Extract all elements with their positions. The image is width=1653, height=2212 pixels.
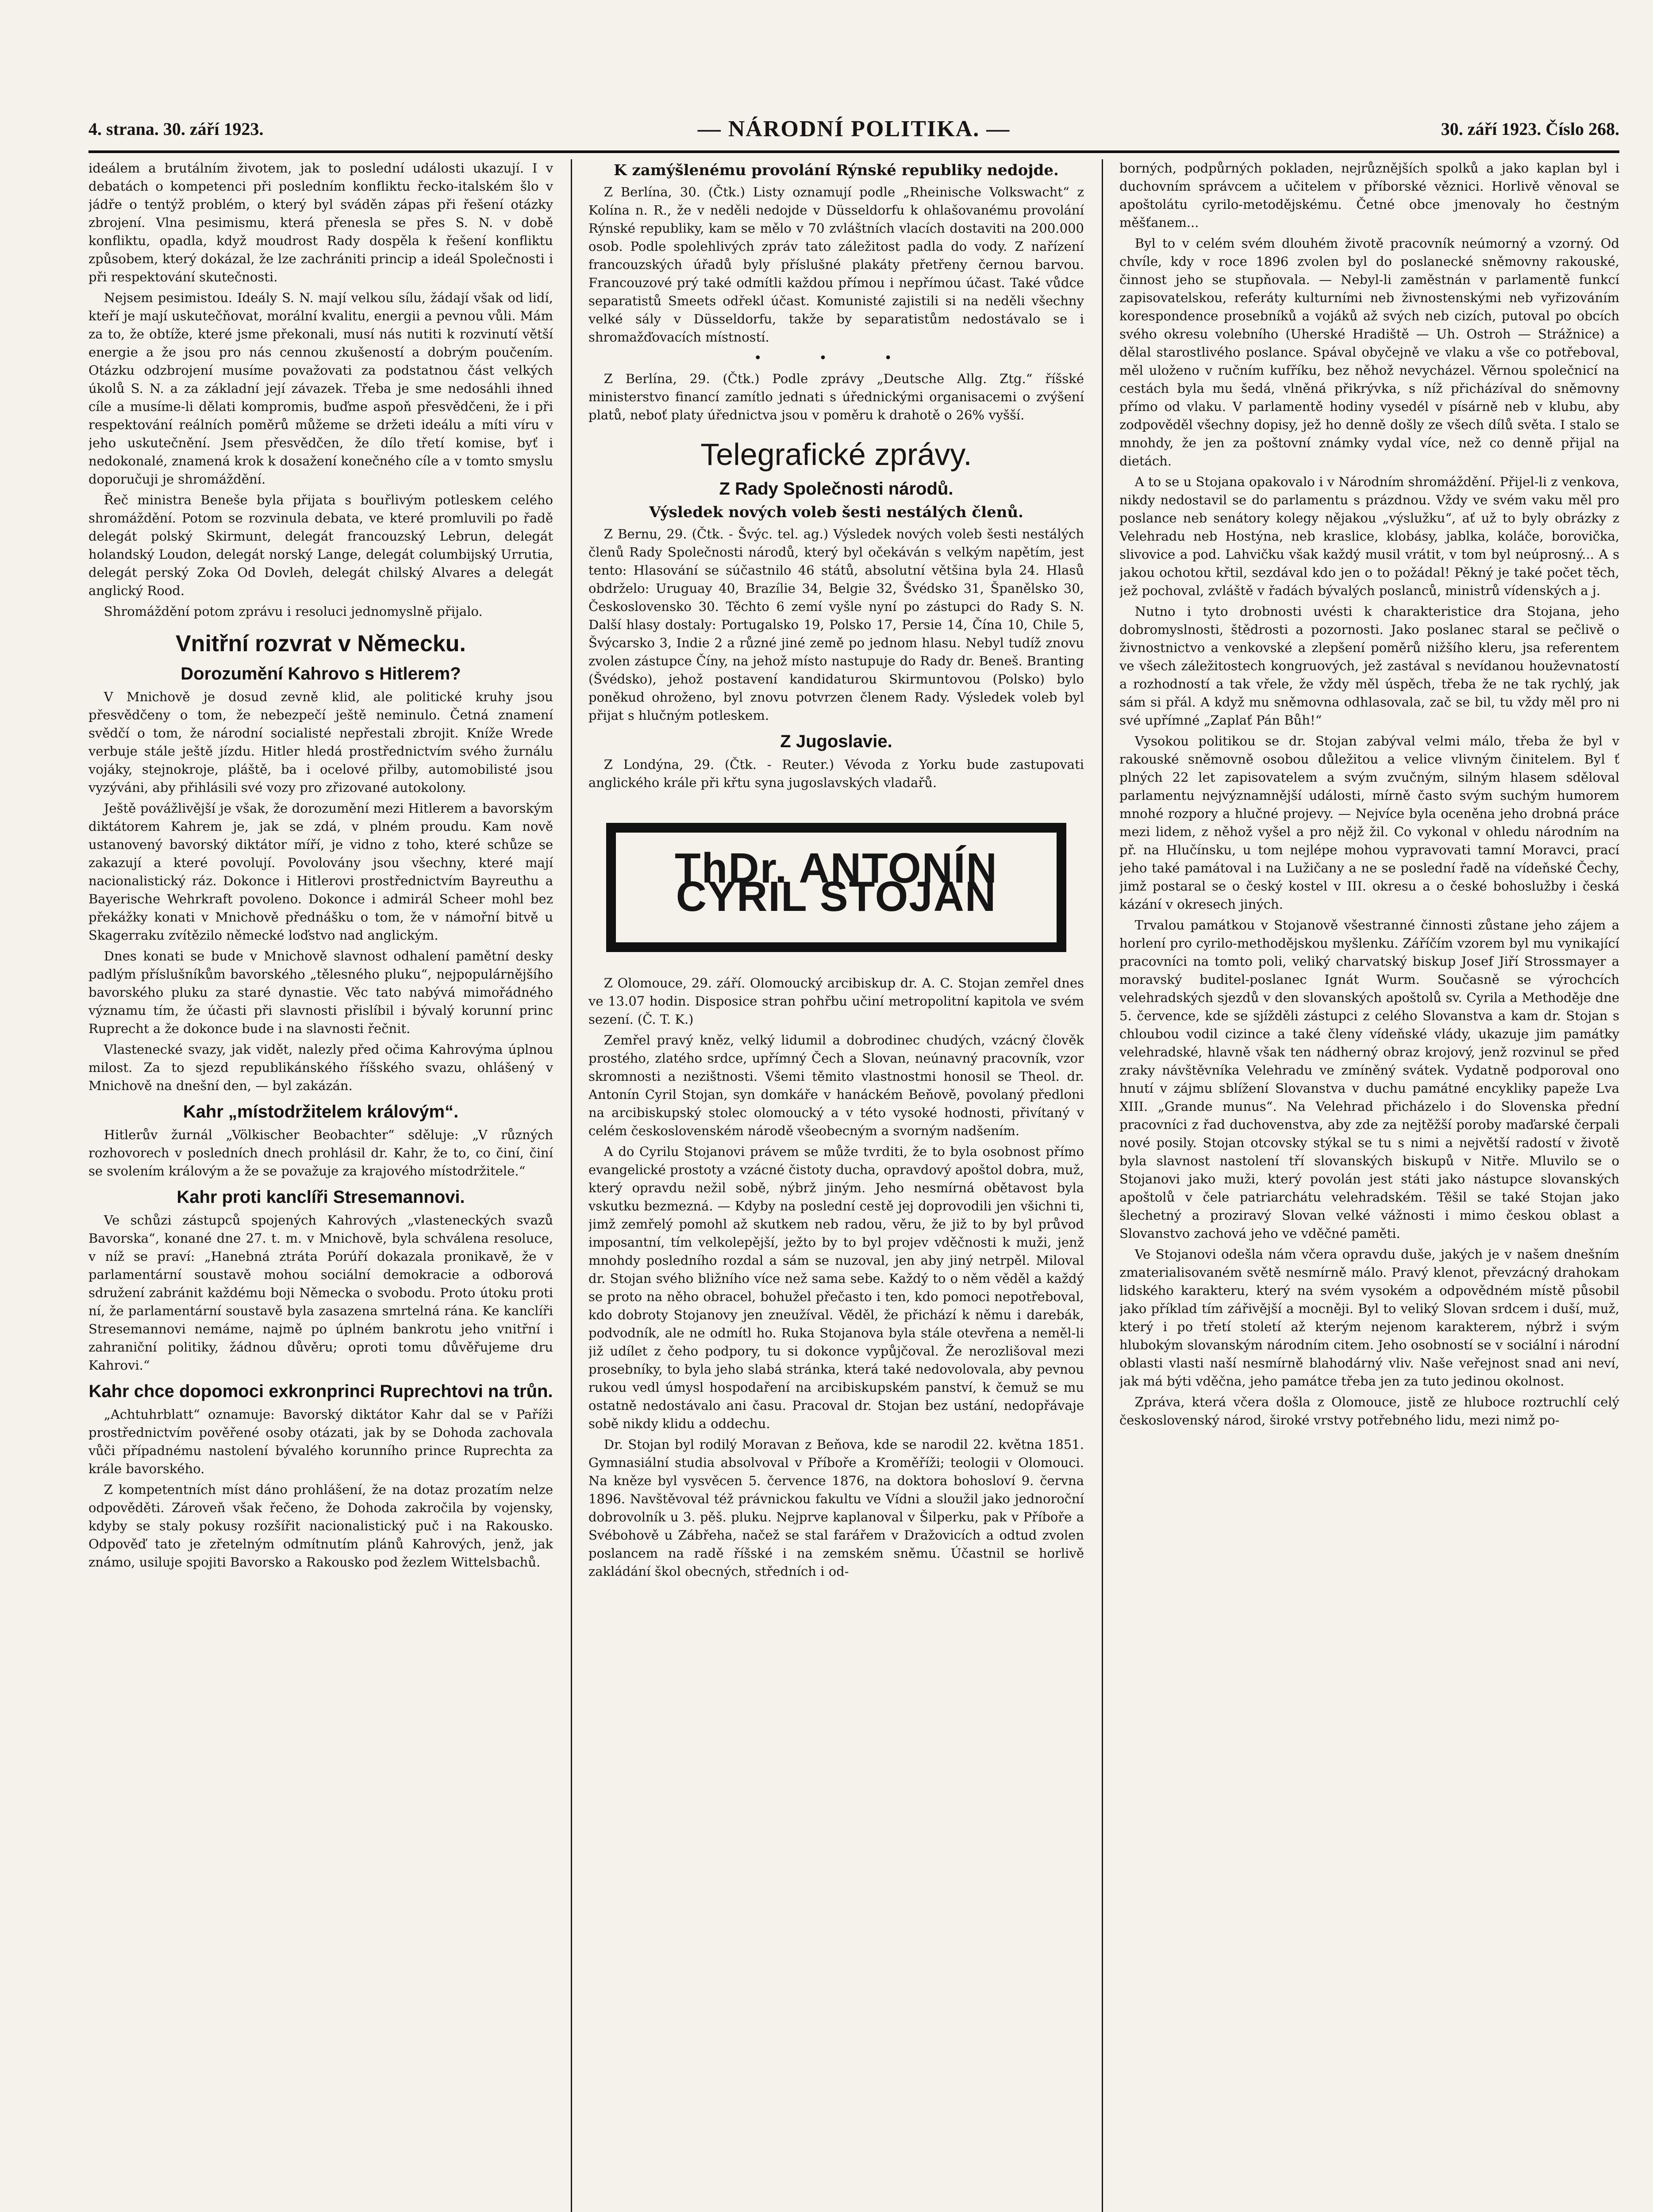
article-paragraph: Z Olomouce, 29. září. Olomoucký arcibiskup dr. A. C. Stojan zemřel dnes ve 13.07 hodin. Disposice stran pohřbu učiní metropolitní kapitola ve svém sezení. (Č. T. K.) — [588, 975, 1084, 1027]
article-paragraph: Z Londýna, 29. (Čtk. - Reuter.) Vévoda z Yorku bude zastupovati anglického krále při křtu syna jugoslavských vladařů. — [588, 757, 1084, 790]
article-paragraph: A to se u Stojana opakovalo i v Národním shromáždění. Přijel-li z venkova, nikdy nedostavil se do parlamentu s prázdnou. Vždy ve svém vaku měl pro poslance neb senátory kolegy nějakou „výslužku“, ať už to byly obrázky z Velehradu neb Hostýna, neb kraslice, klobásy, jablka, koláče, borovička, slivovice a pod. Lahvičku však každý musil vrátit, v tom byl neúprosný... A s jakou ochotou křtil, sezdával kdo jen o to požádal! Pěkný je také počet těch, jež pochoval, zvláště v řadách bývalých poslanců, ministrů vídenských a j. — [1119, 474, 1619, 598]
subheadline-jugoslavie: Z Jugoslavie. — [780, 732, 892, 751]
article-paragraph: ideálem a brutálním životem, jak to poslední události ukazují. I v debatách o kompetenci při posledním konfliktu řecko-italském šlo v jádře o tentýž problém, o který byl sváděn zápas při řešení otázky zbrojení. Vlna pesimismu, která přenesla se přes S. N. v době konfliktu, opadla, když moudrost Rady dospěla k řešení konfliktu způsobem, který dokázal, že lze zachrániti princip a ideál Společnosti i při respektování skutečnosti. — [88, 161, 553, 284]
column-2 — [588, 159, 1084, 2212]
subheadline-kahr-mistodrzitel: Kahr „místodržitelem královým“. — [183, 1102, 459, 1121]
subheadline-kahr-stresemann: Kahr proti kanclíři Stresemannovi. — [177, 1187, 465, 1207]
column-rule-1 — [571, 159, 572, 2212]
section-separator: • • • — [753, 350, 919, 366]
article-paragraph: Z Berlína, 29. (Čtk.) Podle zprávy „Deutsche Allg. Ztg.“ říšské ministerstvo financí zamítlo jednati s úřednickými organisacemi o zvýšení platů, neboť platy úřednictva jsou v poměru k drahotě o 26% vyšší. — [588, 371, 1084, 422]
article-paragraph: Vysokou politikou se dr. Stojan zabýval velmi málo, třeba že byl v rakouské sněmovně osobou důležitou a velice vlivným činitelem. Byl ť plných 22 let zapisovatelem a svým zvučným, silným hlasem sděloval parlamentu nejvýznamnější události, mírně často svým suchým humorem mnohé rozpory a hlučné projevy. — Nejvíce byla oceněna jeho drobná práce mezi lidem, z něhož vyšel a pro nějž žil. Co vykonal v ohledu národním na př. na Hlučínsku, u tom nejlépe mohou vypravovati tamní Moravci, prací jeho také památoval i na Lužičany a ne se poslední řadě na vídeňské Čechy, jimž postaral se o český kostel v III. okresu a o české bohoslužby i česká kázání v okresech jiných. — [1119, 733, 1619, 912]
article-paragraph: Řeč ministra Beneše byla přijata s bouřlivým potleskem celého shromáždění. Potom se rozvinula debata, ve které promluvili po řadě delegát polský Skirmunt, delegát francouzský Lebrun, delegát holandský Loudon, delegát norský Lange, delegát columbijský Urrutia, delegát perský Zoka Od Dovleh, delegát chilský Alvares a delegát anglický Rood. — [88, 492, 553, 598]
article-paragraph: A do Cyrilu Stojanovi právem se může tvrditi, že to byla osobnost přímo evangelické prostoty a vzácné čistoty ducha, opravdový apoštol dobra, muž, který opravdu nežil sobě, nýbrž jiným. Jeho nesmírná obětavost byla vskutku bezmezná. — Kdyby na poslední cestě jej doprovodili jen všichni ti, jimž zemřelý pomohl až skutkem neb radou, věru, že již to by byl průvod imposantní, tím velkolepější, ježto by to byl projev vděčnosti k muži, jenž mnohdy posledního rozdal a sám se nuzoval, jen aby jiný netrpěl. Miloval dr. Stojan svého bližního více než sama sebe. Každý to o něm věděl a každý se proto na něho obracel, bohužel přečasto i ten, kdo pomoci nepotřeboval, kdo dobroty Stojanovy jen zneužíval. Věděl, že přichází k němu i darebák, podvodník, ale ne odmítl ho. Ruka Stojanova byla stále otevřena a neměl-li již udílet z čeho podpory, tu si dokonce vypůjčoval. Že nerozlišoval mezi prosebníky, to byla jeho slabá stránka, která také nedovolovala, aby pevnou rukou vedl úmysl hospodaření na arcibiskupském panství, k čemuž se mu ostatně nedostávalo ani času. Pracoval dr. Stojan bez ustání, nedopřávaje sobě nikdy klidu a oddechu. — [588, 1144, 1084, 1431]
article-paragraph: Dr. Stojan byl rodilý Moravan z Beňova, kde se narodil 22. května 1851. Gymnasiální studia absolvoval v Příboře a Kroměříži; teologii v Olomouci. Na kněze byl vysvěcen 5. července 1876, na doktora bohosloví 9. června 1896. Navštěvoval též právnickou fakultu ve Vídni a sloužil jako jednoroční dobrovolník u 3. pěš. pluku. Nejprve kaplanoval v Šilperku, pak v Příboře a Svébohově u Zábřeha, načež se stal farářem v Dražovicích a odtud zvolen poslancem na radě říšské i na zemském sněmu. Účastnil se horlivě zakládání škol obecných, středních i od- — [588, 1437, 1084, 1579]
header-page-date: 4. strana. 30. září 1923. — [88, 119, 264, 139]
article-paragraph: Vlastenecké svazy, jak vidět, nalezly před očima Kahrovýma úplnou milost. Za to sjezd republikánského říšského svazu, ohlášený v Mnichově na dnešní den, — byl zakázán. — [88, 1042, 553, 1093]
article-paragraph: Z kompetentních míst dáno prohlášení, že na dotaz prozatím nelze odpověděti. Zároveň však řečeno, že Dohoda zakročila by vojensky, kdyby se staly pokusy rozšířit nacionalistický puč i na Rakousko. Odpověď tato je zřetelným odmítnutím plánů Kahrových, jenž, jak známo, usiluje spojiti Bavorsko a Rakousko pod žezlem Wittelsbachů. — [88, 1482, 553, 1570]
column-1 — [88, 159, 553, 2212]
article-paragraph: Z Bernu, 29. (Čtk. - Švýc. tel. ag.) Výsledek nových voleb šesti nestálých členů Rady Společnosti národů, který byl očekáván s velkým napětím, jest tento: Hlasování se súčastnilo 46 států, absolutní většina byla 24. Hlasů obdrželo: Uruguay 40, Brazílie 34, Belgie 32, Švédsko 31, Španělsko 30, Československo 30. Těchto 6 zemí vyšle nyní po zástupci do Rady S. N. Další hlasy dostaly: Portugalsko 19, Polsko 17, Persie 14, Čína 10, Chile 5, Švýcarsko 3, Indie 2 a různé jiné země po jednom hlasu. Nebyl tudíž znovu zvolen zástupce Číny, na jehož místo nastupuje do Rady dr. Beneš. Branting (Švédsko), jehož postavení kandidaturou Skirmuntovou (Polsko) bylo poněkud ohroženo, byl znovu potvrzen členem Rady. Výsledek voleb byl přijat s hlučným potleskem. — [588, 526, 1084, 723]
article-paragraph: Hitlerův žurnál „Völkischer Beobachter“ sděluje: „V různých rozhovorech v posledních dnech prohlásil dr. Kahr, že to, co činí, činí se svolením královým a že se považuje za krajového místodržitele.“ — [88, 1127, 553, 1179]
subheadline-vysledek-voleb: Výsledek nových voleb šesti nestálých členů. — [649, 503, 1024, 521]
headline-rynska-republika: K zamýšlenému provolání Rýnské republiky nedojde. — [614, 161, 1059, 179]
article-paragraph: Dnes konati se bude v Mnichově slavnost odhalení pamětní desky padlým příslušníkům bavorského „tělesného pluku“, nejpopulárnějšího bavorského pluku za staré dynastie. Věc tato nabývá mimořádného významu tím, že účasti při slavnosti přislíbil i bývalý korunní princ Ruprecht a že dokonce bude i na slavnosti řečnit. — [88, 949, 553, 1036]
article-paragraph: Trvalou památkou v Stojanově všestranné činnosti zůstane jeho zájem a horlení pro cyrilo-methodějskou myšlenku. Záříčím vzorem byl mu vynikající pracovníci na tomto poli, veliký charvatský biskup Josef Jiří Strossmayer a moravský buditel-poslanec Ignát Wurm. Současně se výrochcích velehradských sjezdů v den slovanských apoštolů sv. Cyrila a Methoděje dne 5. července, kde se sjížděli zástupci z celého Slovanstva a kam dr. Stojan s chloubou vodil cizince a také členy vídeňské vlády, ukazuje jim památky velehradské, hlavně však ten nádherný obraz krojový, jenž rozvinul se před zraky návštěvníka Velehradu ve zmíněný svátek. Vydatně podporoval ono hnutí v zájmu sblížení Slovanstva v duchu památné encykliky papeže Lva XIII. „Grande munus“. Na Velehrad přicházelo i do Slovenska přední pracovníci z řad duchovenstva, aby zde za nejtěžší poroby maďarské čerpali nové posily. Stojan otcovsky stýkal se tu s nimi a největší radostí v životě byla slavnost nastolení tří slovanských biskupů v Nitře. Mluvilo se o Stojanovi jako muži, který povolán jest státi jako nástupce slovanských apoštolů v čele patriarchátu velehradském. Těšil se také Stojan jako šlechetný a proziravý Slovan velké vážnosti i mimo českou oblast a Slovanstvo zachová jeho ve vděčné paměti. — [1119, 918, 1619, 1241]
headline-rozvrat: Vnitřní rozvrat v Německu. — [176, 631, 466, 657]
page-header — [88, 111, 1619, 153]
subheadline-rada-sn: Z Rady Společnosti národů. — [719, 479, 953, 499]
article-paragraph: Zemřel pravý kněz, velký lidumil a dobrodinec chudých, vzácný člověk prostého, zlatého srdce, upřímný Čech a Slovan, neúnavný pracovník, vzor skromnosti a nezištnosti. Všemi těmito vlastnostmi honosil se Theol. dr. Antonín Cyril Stojan, syn domkáře v hanáckém Beňově, povolaný předloni na arcibiskupský stolec olomoucký a v této vysoké hodnosti, přivítaný v celém československém národě všeobecným a svorným nadšením. — [588, 1033, 1084, 1138]
headline-telegraficke-zpravy: Telegrafické zprávy. — [700, 437, 972, 472]
obituary-frame — [606, 823, 1066, 952]
article-paragraph: Z Berlína, 30. (Čtk.) Listy oznamují podle „Rheinische Volkswacht“ z Kolína n. R., že v neděli nedojde v Düsseldorfu k ohlašovanému provolání Rýnské republiky, kam se mělo v 70 zvláštních vlacích dostaviti na 200.000 osob. Podle spolehlivých zpráv tato záležitost padla do vody. Z nařízení francouzských úřadů byly příslušné plakáty přetřeny černou barvou. Francouzové prý také odmítli každou přímou i nepřímou účast. Také vůdce separatistů Smeets odřekl účast. Komunisté zajistili si na neděli všechny velké sály v Düsseldorfu, takže by separatistům nedostávalo se i shromažďovacích místností. — [588, 184, 1084, 345]
article-paragraph: Nutno i tyto drobnosti uvésti k charakteristice dra Stojana, jeho dobromyslnosti, štědrosti a pozornosti. Jako poslanec staral se pečlivě o živnostnictvo a venkovské a zlepšení poměrů nižšího kleru, jsa referentem ve všech záležitostech kongruových, jež zastával s nevídanou houževnatostí a rozhodností a tak vřele, že vždy měl úspěch, třeba že ne tak rychlý, jak sám si přál. A když mu sněmovna odhlasovala, zač se bil, tu vždy měl pro ni své upřímné „Zaplať Pán Bůh!“ — [1119, 604, 1619, 728]
subheadline-dorozumeni: Dorozumění Kahrovo s Hitlerem? — [181, 664, 461, 684]
article-paragraph: „Achtuhrblatt“ oznamuje: Bavorský diktátor Kahr dal se v Paříži prostřednictvím pověřené osoby otázati, jak by se Dohoda zachovala vůči případnému nastolení bývalého korunního prince Ruprechta za krále bavorského. — [88, 1407, 553, 1476]
column-rule-2 — [1102, 159, 1103, 2212]
article-paragraph: Byl to v celém svém dlouhém životě pracovník neúmorný a vzorný. Od chvíle, kdy v roce 1896 zvolen byl do poslanecké sněmovny rakouské, činnost jeho se stupňovala. — Nebyl-li zaměstnán v parlamentě funkcí zapisovatelskou, referáty kulturními neb živnostenskými neb vyřizováním korespondence prosebníků a vojáků až svých neb cizích, putoval po obcích svého okresu volebního (Uherské Hradiště — Uh. Ostroh — Strážnice) a dělal starostlivého poslance. Spával obyčejně ve vlaku a vše co potřeboval, měl uloženo v ručním kufříku, bez něhož nevycházel. Věrnou společnicí na cestách byla mu šedá, vlněná přikrývka, s níž přicházíval do sněmovny přímo od vlaku. V parlamentě hodiny vysedél v písárně neb v klubu, aby zodpověděl všechny dopisy, jež ho denně došly ze všech dílů světa. I stalo se mnohdy, že jen za poštovní známky vydal více, než co denně přijal na dietách. — [1119, 236, 1619, 469]
article-paragraph: Ve Stojanovi odešla nám včera opravdu duše, jakých je v našem dnešním zmaterialisovaném světě nesmírně málo. Pravý klenot, převzácný drahokam lidského karakteru, který na svém vysokém a odpovědném místě působil jako příklad tím zářivější a mocněji. Byl to veliký Slovan srdcem i duší, muž, který i po třetí století až kterým nejenom karakterem, nýbrž i svým hlubokým slovanským národním citem. Jeho osobností se v sociální i národní oblasti vlasti naší nesmírně blahodárný vliv. Naše veřejnost snad ani neví, jak má býti vděčna, jeho památce třeba jen za tuto jedinou okolnost. — [1119, 1247, 1619, 1389]
subheadline-kahr-ruprecht: Kahr chce dopomoci exkronprinci Ruprechtovi na trůn. — [88, 1382, 553, 1401]
header-issue-number: 30. září 1923. Číslo 268. — [1441, 119, 1619, 139]
article-paragraph: Nejsem pesimistou. Ideály S. N. mají velkou sílu, žádají však od lidí, kteří je mají uskutečňovat, morální kvalitu, energii a pevnou vůli. Mám za to, že obtíže, které jsme překonali, musí nás nutiti k rozvinutí větší energie a že jsou pro nás cennou zkušeností a dobrým poučením. Otázku odzbrojení musíme považovati za podstatnou část velkých úkolů S. N. a za základní její závazek. Třeba je sme nedosáhli ihned cíle a musíme-li dělati kompromis, buďme aspoň přesvědčeni, že i při respektování reálních poměrů můžeme se držeti ideálu a míti víru v jeho uskutečnění. Jsem přesvědčen, že dílo třetí komise, byť i nedokonalé, znamená krok k dosažení konečného cíle a v tomto smyslu doporučuji je shromáždění. — [88, 290, 553, 487]
article-paragraph: Ještě povážlivější je však, že dorozumění mezi Hitlerem a bavorským diktátorem Kahrem je, jak se zdá, v plném proudu. Kam nově ustanovený bavorský diktátor míří, je vidno z toho, které schůze se zakazují a které povolují. Povolovány jsou všechny, které mají nacionalistický ráz. Dokonce i Hitlerovi prostřednictvím Bayreuthu a Bayerische Wehrkraft povoleno. Dokonce i admirál Scheer mohl bez překážky konati v Mnichově přednášku o tom, že v námořní bitvě u Skagerraku zvítězilo německé loďstvo nad anglickým. — [88, 801, 553, 943]
obituary-title: ThDr. ANTONÍN CYRIL STOJAN — [674, 845, 998, 920]
article-paragraph: Shromáždění potom zprávu i resoluci jednomyslně přijalo. — [104, 604, 483, 619]
article-paragraph: borných, podpůrných pokladen, nejrůznějších spolků a jako kaplan byl i duchovním správcem a učitelem v příborské věznici. Horlivě věnoval se apoštolátu cyrilo-metodějskému. Četné obce jmenovaly ho čestným měšťanem... — [1119, 161, 1619, 230]
masthead-title: — NÁRODNÍ POLITIKA. — — [697, 116, 1011, 142]
article-paragraph: V Mnichově je dosud zevně klid, ale politické kruhy jsou přesvědčeny o tom, že nebezpečí ještě neminulo. Četná znamení svědčí o tom, že národní socialisté nepřestali zbrojit. Kníže Wrede verbuje stále ještě jízdu. Hitler hledá prostřednictvím svého žurnálu vojáky, stejnokroje, pláště, ba i ocelové přilby, automobilisté jsou vyzýváni, aby přihlásili své vozy pro zřizované autokolony. — [88, 689, 553, 795]
article-paragraph: Ve schůzi zástupců spojených Kahrových „vlasteneckých svazů Bavorska“, konané dne 27. t. m. v Mnichově, byla schválena resoluce, v níž se praví: „Hanebná ztráta Porúří dokazala pronikavě, že v parlamentární soustavě mohou sociální demokracie a odborová sdružení zabránit každému boji Německa o svobodu. Proto útoku proti ní, že parlamentární soustavě byla zasazena smrtelná rána. Ke kanclíři Stresemannovi nemáme, najmě po úplném bankrotu jeho vnitřní i zahraniční politiky, žádnou důvěru; oproti tomu důvěřujeme dru Kahrovi.“ — [88, 1213, 553, 1373]
column-3 — [1119, 159, 1619, 2212]
newspaper-page — [88, 111, 1619, 2212]
article-paragraph: Zpráva, která včera došla z Olomouce, jistě ze hluboce roztruchlí celý československý národ, široké vrstvy potřebného lidu, mezi nimž po- — [1119, 1394, 1619, 1428]
